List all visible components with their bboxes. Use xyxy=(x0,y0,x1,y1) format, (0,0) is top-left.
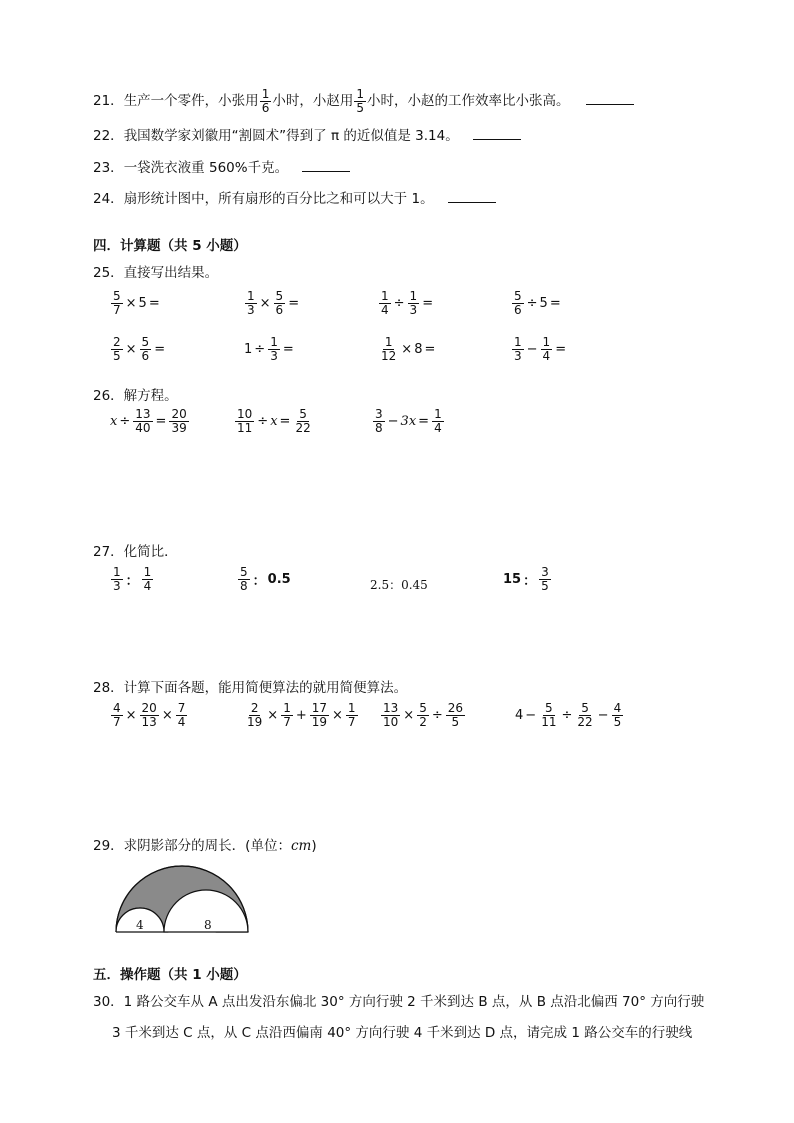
expression: $\frac{5}{6}$ ÷ 5 = xyxy=(514,289,561,317)
ratio: $\frac{1}{3}$ ： $\frac{1}{4}$ xyxy=(113,565,152,593)
expression: $\frac{2}{19}$ × $\frac{1}{7}$ + $\frac{17}{19}$ × $\frac{1}{7}$ xyxy=(247,701,356,729)
question-24: 24．扇形统计图中，所有扇形的百分比之和可以大于 1。 xyxy=(93,187,496,207)
question-21: 21．生产一个零件，小张用 $\frac{1}{6}$ 小时，小赵用 $\frac{1}{5}$ 小时，小赵的工作效率比小张高。 xyxy=(93,88,634,114)
section-heading-4: 四．计算题（共 5 小题） xyxy=(93,238,247,254)
expression: $\frac{1}{3}$ × $\frac{5}{6}$ = xyxy=(247,289,300,317)
equation: $\frac{10}{11}$ ÷ x = $\frac{5}{22}$ xyxy=(237,407,311,435)
question-27-label: 27．化简比． xyxy=(93,544,178,560)
question-26-label: 26．解方程。 xyxy=(93,388,178,404)
dimension-label: 4 xyxy=(136,918,144,932)
section-heading-5: 五．操作题（共 1 小题） xyxy=(93,967,247,983)
expression: 1 ÷ $\frac{1}{3}$ = xyxy=(244,335,294,363)
question-28-label: 28．计算下面各题，能用简便算法的就用简便算法。 xyxy=(93,680,408,696)
expression: $\frac{4}{7}$ × $\frac{20}{13}$ × $\frac{7}{4}$ xyxy=(113,701,186,729)
fraction: $\frac{1}{5}$ xyxy=(356,87,364,115)
answer-blank[interactable] xyxy=(448,201,496,203)
ratio: 2.5：0.45 xyxy=(370,578,428,592)
question-30-line1: 30．1 路公交车从 A 点出发沿东偏北 30° 方向行驶 2 千米到达 B 点，从 B 点沿北偏西 70° 方向行驶 xyxy=(93,994,705,1010)
question-22: 22．我国数学家刘徽用“割圆术”得到了 π 的近似值是 3.14。 xyxy=(93,124,521,144)
expression: $\frac{1}{3}$ − $\frac{1}{4}$ = xyxy=(514,335,567,363)
answer-blank[interactable] xyxy=(586,103,634,105)
expression: $\frac{1}{12}$ × 8 = xyxy=(381,335,436,363)
expression: $\frac{5}{7}$ × 5 = xyxy=(113,289,160,317)
expression: $\frac{13}{10}$ × $\frac{5}{2}$ ÷ $\frac{26}{5}$ xyxy=(383,701,464,729)
ratio: 15 ： $\frac{3}{5}$ xyxy=(503,565,549,593)
dimension-label: 8 xyxy=(204,918,212,932)
equation: x ÷ $\frac{13}{40}$ = $\frac{20}{39}$ xyxy=(110,407,187,435)
question-29-label: 29．求阴影部分的周长．(单位：cm) xyxy=(93,838,317,854)
equation: $\frac{3}{8}$ − 3x = $\frac{1}{4}$ xyxy=(375,407,442,435)
expression: $\frac{2}{5}$ × $\frac{5}{6}$ = xyxy=(113,335,166,363)
question-25-label: 25．直接写出结果。 xyxy=(93,265,219,281)
expression: 4 − $\frac{5}{11}$ ÷ $\frac{5}{22}$ − $\frac{4}{5}$ xyxy=(515,701,622,729)
question-30-line2: 3 千米到达 C 点，从 C 点沿西偏南 40° 方向行驶 4 千米到达 D 点，请完成 1 路公交车的行驶线 xyxy=(112,1025,693,1041)
expression: $\frac{1}{4}$ ÷ $\frac{1}{3}$ = xyxy=(381,289,434,317)
ratio: $\frac{5}{8}$ ： 0.5 xyxy=(240,565,291,593)
fraction: $\frac{1}{6}$ xyxy=(261,87,270,115)
shaded-semicircle-figure xyxy=(112,860,254,938)
answer-blank[interactable] xyxy=(473,138,521,140)
answer-blank[interactable] xyxy=(302,170,350,172)
question-23: 23．一袋洗衣液重 560%千克。 xyxy=(93,156,350,176)
